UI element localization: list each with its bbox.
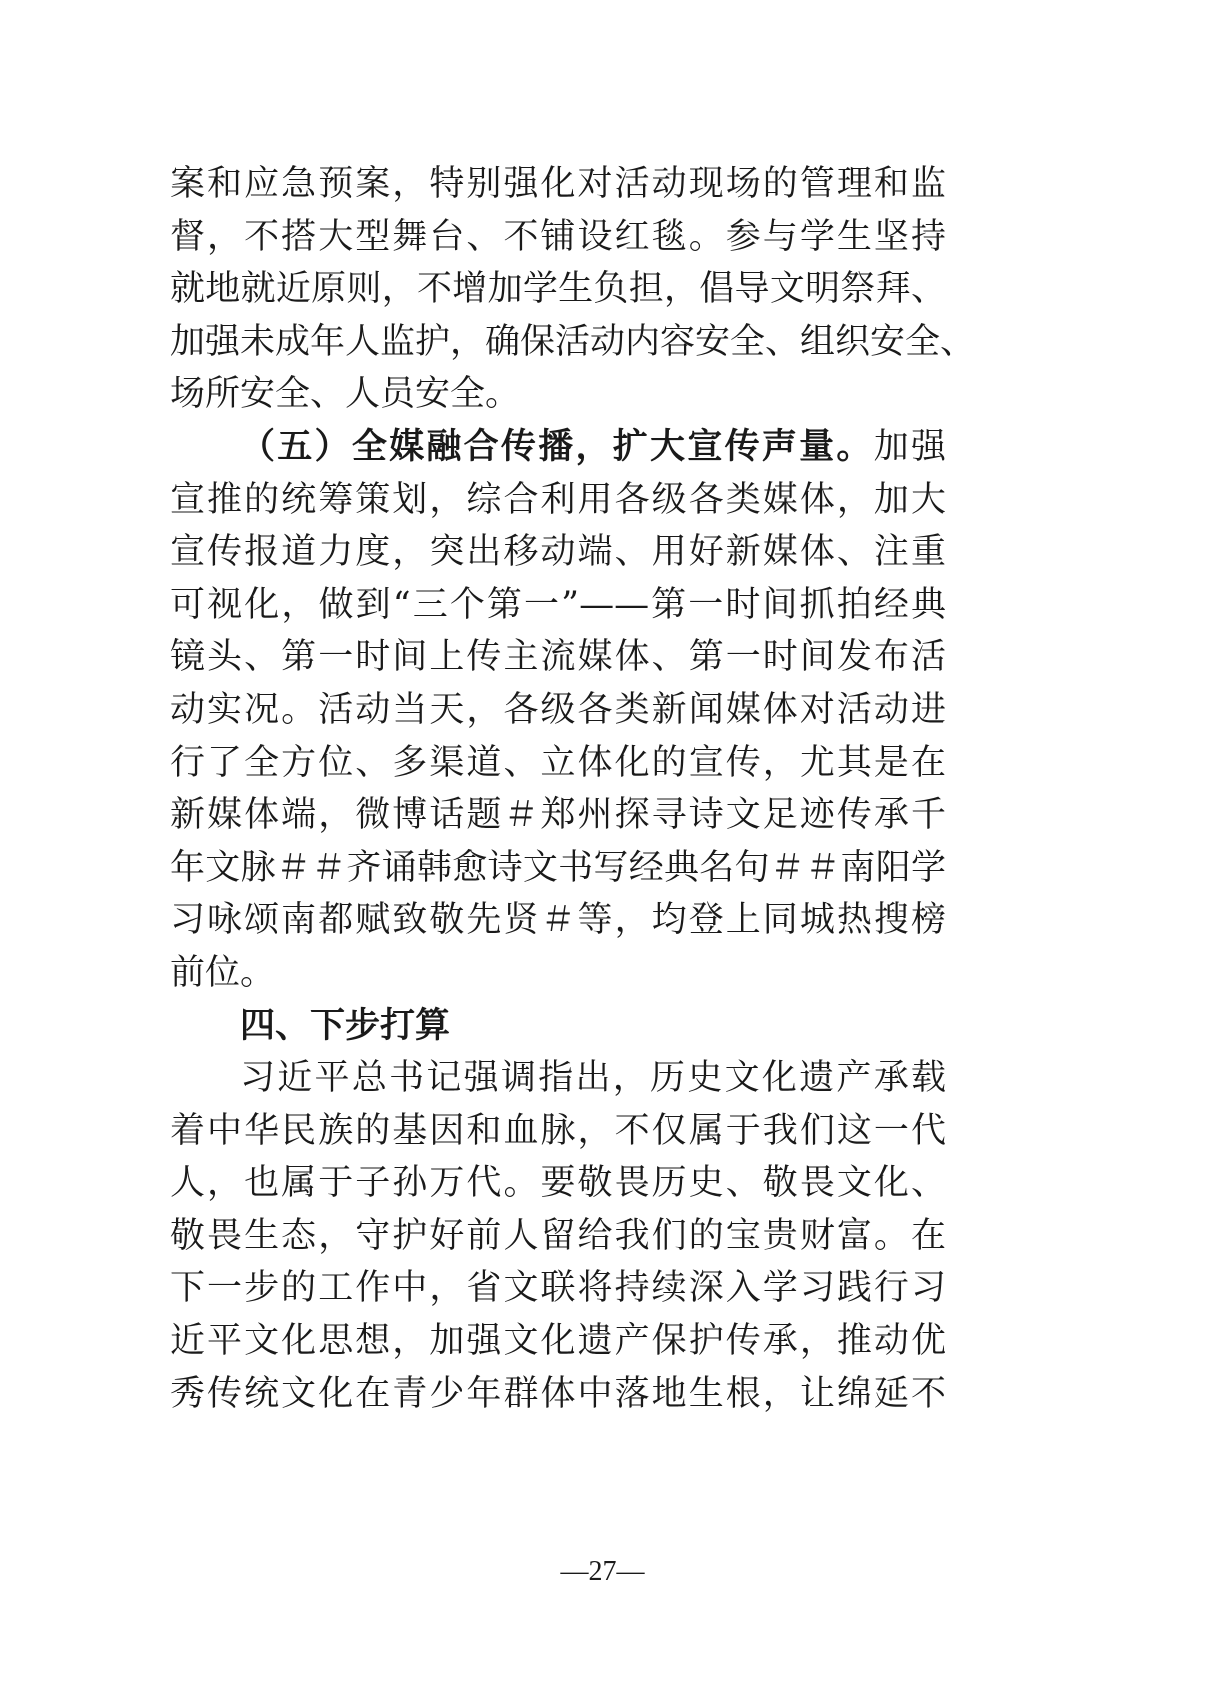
text-line: 下一步的工作中，省文联将持续深入学习践行习 bbox=[170, 1268, 946, 1309]
text-line: 案和应急预案，特别强化对活动现场的管理和监 bbox=[170, 164, 946, 204]
text-line: 就地就近原则，不增加学生负担，倡导文明祭拜、 bbox=[170, 269, 946, 310]
text-line: 镜头、第一时间上传主流媒体、第一时间发布活 bbox=[170, 637, 946, 678]
text-line: 动实况。活动当天，各级各类新闻媒体对活动进 bbox=[170, 689, 946, 730]
text-line: 着中华民族的基因和血脉，不仅属于我们这一代 bbox=[170, 1110, 946, 1151]
section-five-first-line-rest: 加强 bbox=[873, 426, 946, 467]
text-line: 前位。 bbox=[170, 952, 276, 993]
text-line: 行了全方位、多渠道、立体化的宣传，尤其是在 bbox=[170, 742, 946, 783]
text-line: 新媒体端，微博话题＃郑州探寻诗文足迹传承千 bbox=[170, 795, 946, 836]
text-line: 宣传报道力度，突出移动端、用好新媒体、注重 bbox=[170, 532, 946, 573]
section-five-lead: （五）全媒融合传播，扩大宣传声量。 bbox=[240, 425, 874, 467]
text-line: 近平文化思想，加强文化遗产保护传承，推动优 bbox=[170, 1321, 946, 1362]
section-five-paragraph bbox=[170, 421, 946, 1000]
text-line: 宣推的统筹策划，综合利用各级各类媒体，加大 bbox=[170, 479, 946, 520]
text-line: 人，也属于子孙万代。要敬畏历史、敬畏文化、 bbox=[170, 1163, 946, 1204]
text-line: 年文脉＃＃齐诵韩愈诗文书写经典名句＃＃南阳学 bbox=[170, 847, 946, 888]
document-page bbox=[170, 158, 976, 1420]
text-line: 习近平总书记强调指出，历史文化遗产承载 bbox=[240, 1058, 946, 1099]
page-number: —27— bbox=[560, 1556, 645, 1587]
text-line: 可视化，做到“三个第一”——第一时间抓拍经典 bbox=[170, 584, 946, 625]
section-heading: 四、下步打算 bbox=[240, 1005, 451, 1046]
text-line: 习咏颂南都赋致敬先贤＃等，均登上同城热搜榜 bbox=[170, 900, 946, 941]
section-five-first-line bbox=[170, 421, 946, 474]
paragraph-continued bbox=[170, 158, 976, 421]
text-line: 加强未成年人监护，确保活动内容安全、组织安全、 bbox=[170, 321, 976, 362]
text-line: 场所安全、人员安全。 bbox=[170, 374, 521, 415]
text-line: 秀传统文化在青少年群体中落地生根，让绵延不 bbox=[170, 1373, 946, 1414]
section-four bbox=[170, 1000, 946, 1421]
text-line: 督，不搭大型舞台、不铺设红毯。参与学生坚持 bbox=[170, 216, 946, 257]
text-line: 敬畏生态，守护好前人留给我们的宝贵财富。在 bbox=[170, 1215, 946, 1256]
